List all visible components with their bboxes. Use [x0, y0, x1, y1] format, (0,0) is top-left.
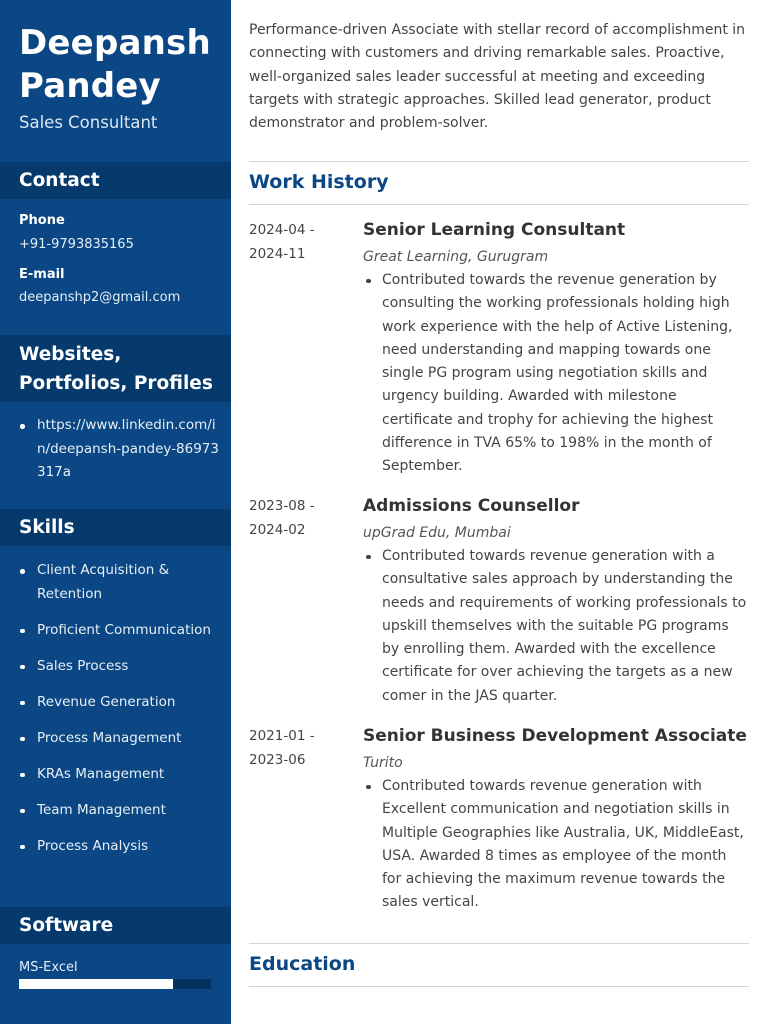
section-divider	[249, 161, 749, 162]
software-level-fill	[19, 979, 173, 989]
email-label: E-mail	[19, 267, 65, 282]
job-bullets	[363, 775, 749, 915]
email-value[interactable]: deepanshp2@gmail.com	[19, 290, 181, 305]
job-body	[363, 495, 749, 708]
skills-list	[19, 559, 219, 871]
skills-heading: Skills	[0, 509, 231, 546]
phone-value[interactable]: +91-9793835165	[19, 237, 134, 252]
job-title: Admissions Counsellor	[363, 496, 580, 516]
job-company: upGrad Edu, Mumbai	[363, 525, 511, 541]
section-divider	[249, 943, 749, 944]
job-dates: 2023-08 - 2024-02	[249, 498, 315, 538]
skill-item: KRAs Management	[19, 763, 219, 787]
software-name: MS-Excel	[19, 960, 78, 975]
job-company: Great Learning, Gurugram	[363, 249, 549, 265]
contact-heading: Contact	[0, 162, 231, 199]
section-divider	[249, 986, 749, 987]
job-bullet: Contributed towards revenue generation with a consultative sales approach by understanding the needs and requirements of working professionals to upskill themselves with the suitable PG programs by enrolling them. Awarded with the excellence certificate for over achieving the targets as a new comer in the JAS quarter.	[363, 545, 749, 708]
software-heading: Software	[0, 907, 231, 944]
phone-label: Phone	[19, 213, 65, 228]
skill-item: Sales Process	[19, 655, 219, 679]
section-divider	[249, 204, 749, 205]
skill-item: Revenue Generation	[19, 691, 219, 715]
job-dates: 2024-04 - 2024-11	[249, 222, 315, 262]
skill-item: Process Analysis	[19, 835, 219, 859]
job-company: Turito	[363, 755, 403, 771]
professional-summary: Performance-driven Associate with stellar record of accomplishment in connecting with customers and driving remarkable sales. Proactive, well-organized sales leader successful at meeting and exceeding targets with strategic approaches. Skilled lead generator, product demonstrator and problem-solver.	[249, 22, 746, 132]
job-body	[363, 219, 749, 479]
job-bullet: Contributed towards revenue generation with Excellent communication and negotiation skills in Multiple Geographies like Australia, UK, MiddleEast, USA. Awarded 8 times as employee of the month for achieving the maximum revenue towards the sales vertical.	[363, 775, 749, 915]
skill-item: Client Acquisition & Retention	[19, 559, 219, 606]
candidate-title: Sales Consultant	[19, 113, 158, 132]
linkedin-link[interactable]: https://www.linkedin.com/in/deepansh-pandey-86973317a	[19, 414, 219, 485]
job-dates: 2021-01 - 2023-06	[249, 728, 315, 768]
websites-heading: Websites, Portfolios, Profiles	[0, 335, 231, 402]
work-history-heading: Work History	[249, 171, 389, 193]
education-heading: Education	[249, 953, 356, 975]
job-bullets	[363, 545, 749, 708]
websites-list	[19, 414, 219, 485]
job-title: Senior Business Development Associate	[363, 726, 747, 746]
sidebar	[0, 0, 231, 1024]
candidate-name: Deepansh Pandey	[19, 23, 211, 106]
software-level-bar	[19, 979, 211, 989]
job-bullets	[363, 269, 749, 479]
job-body	[363, 725, 749, 915]
skill-item: Proficient Communication	[19, 619, 219, 643]
job-bullet: Contributed towards the revenue generation by consulting the working professionals holding high work experience with the help of Active Listening, need understanding and mapping towards one single PG program using negotiation skills and urgency building. Awarded with milestone certificate and trophy for achieving the highest difference in TVA 65% to 198% in the month of September.	[363, 269, 749, 479]
skill-item: Process Management	[19, 727, 219, 751]
skill-item: Team Management	[19, 799, 219, 823]
job-title: Senior Learning Consultant	[363, 220, 626, 240]
